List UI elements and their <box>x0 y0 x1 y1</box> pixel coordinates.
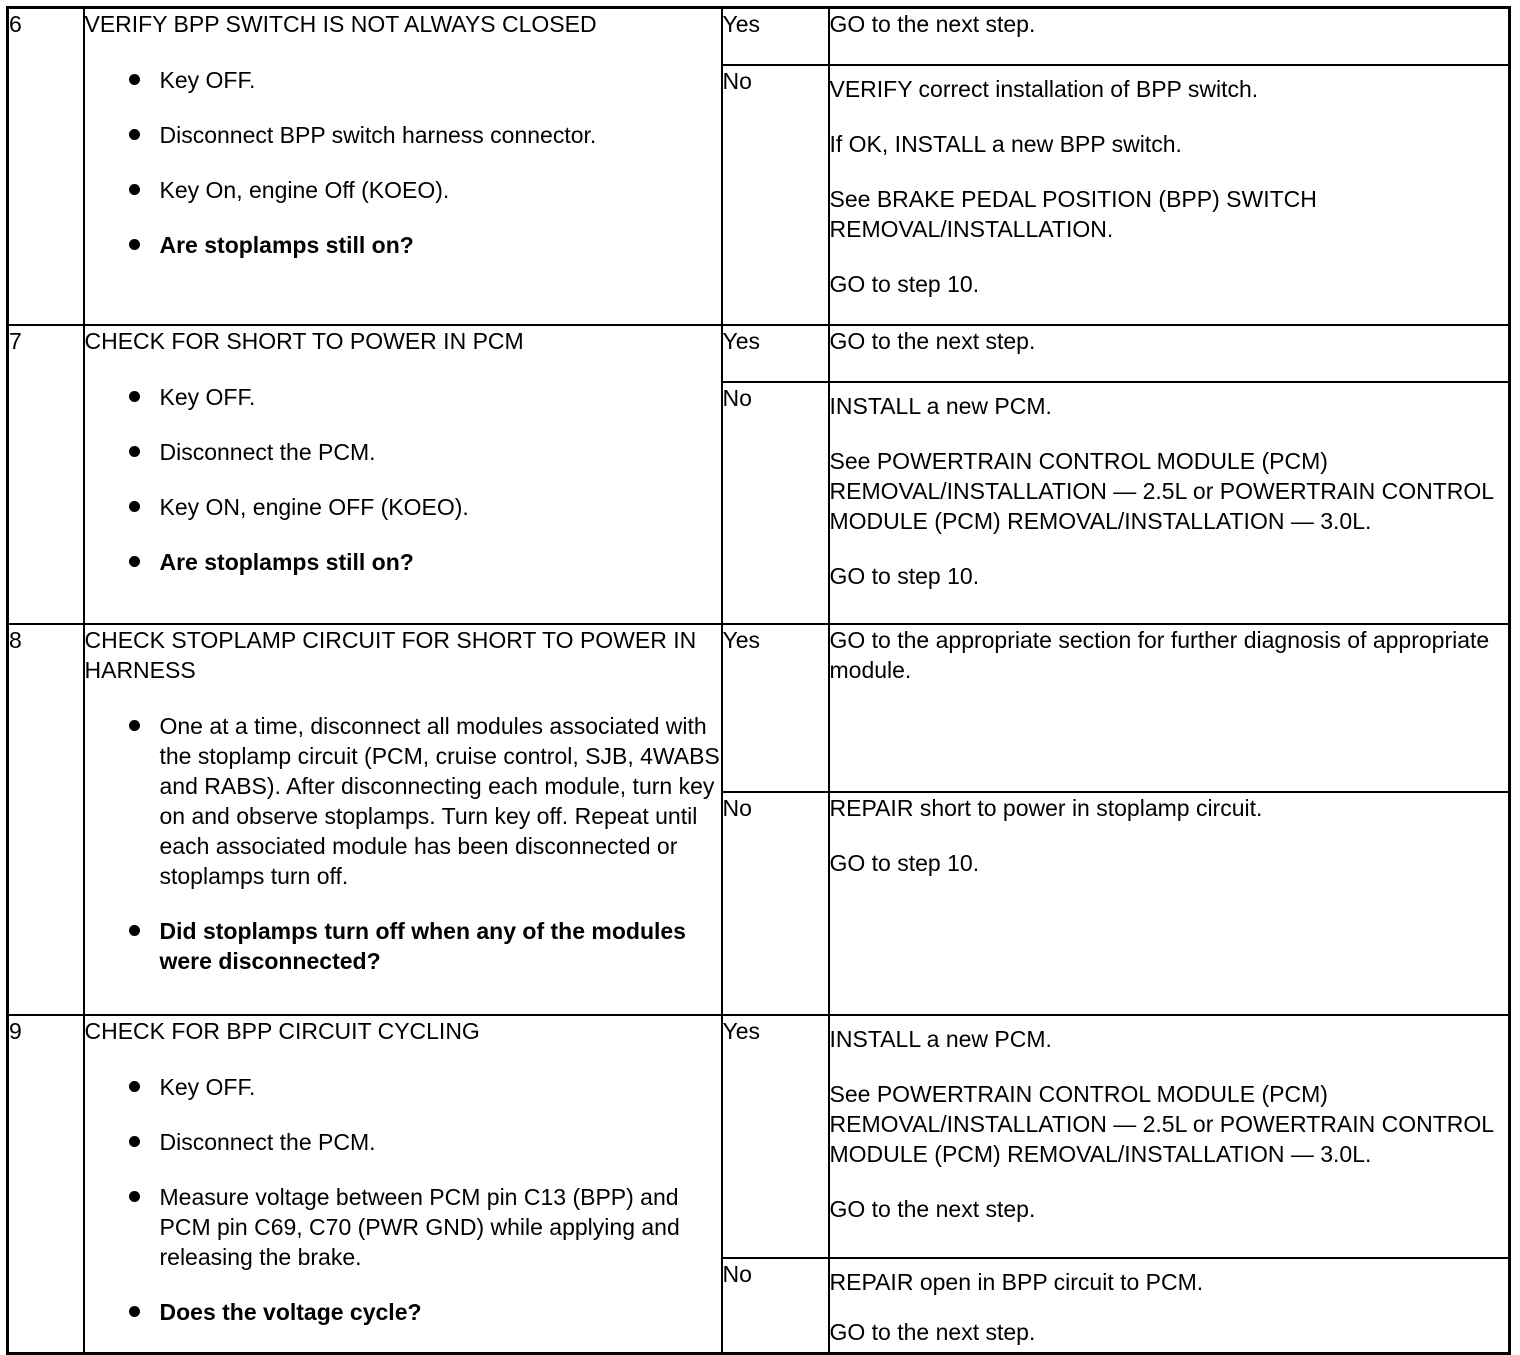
step-body <box>84 1015 722 1354</box>
action-no <box>829 1258 1510 1353</box>
answer-yes: Yes <box>722 325 829 382</box>
action-line: See POWERTRAIN CONTROL MODULE (PCM) REMOVAL/INSTALLATION — 2.5L or POWERTRAIN CONTROL MODULE (PCM) REMOVAL/INSTALLATION — 3.0L. <box>829 1081 1494 1167</box>
bullet-item: Measure voltage between PCM pin C13 (BPP) and PCM pin C69, C70 (PWR GND) while applying and releasing the brake. <box>160 1182 721 1272</box>
action-line: VERIFY correct installation of BPP switch. <box>829 76 1259 102</box>
answer-no: No <box>722 1258 829 1353</box>
action-line: GO to the next step. <box>829 11 1036 37</box>
action-line: INSTALL a new PCM. <box>829 393 1052 419</box>
action-line: GO to step 10. <box>829 563 980 589</box>
action-line: GO to the next step. <box>829 328 1036 354</box>
step-question: Are stoplamps still on? <box>160 230 721 260</box>
bullet-item: Key On, engine Off (KOEO). <box>160 175 721 205</box>
step-body <box>84 624 722 1015</box>
action-line: REPAIR open in BPP circuit to PCM. <box>829 1269 1204 1296</box>
step-number: 8 <box>8 624 84 1015</box>
step-bullets <box>85 65 721 260</box>
bullet-item: One at a time, disconnect all modules associated with the stoplamp circuit (PCM, cruise control, SJB, 4WABS and RABS). After disconnecting each module, turn key on and observe stoplamps. Turn key off. Repeat until each associated module has been disconnected or stoplamps turn off. <box>159 713 720 889</box>
step-question: Are stoplamps still on? <box>160 547 721 577</box>
step-question: Does the voltage cycle? <box>160 1297 721 1327</box>
action-line: GO to the next step. <box>829 1319 1036 1346</box>
action-line: See BRAKE PEDAL POSITION (BPP) SWITCH REMOVAL/INSTALLATION. <box>829 186 1317 242</box>
bullet-item: Disconnect the PCM. <box>160 437 721 467</box>
step-title: CHECK STOPLAMP CIRCUIT FOR SHORT TO POWER IN HARNESS <box>84 627 697 683</box>
step-bullets <box>85 1072 721 1327</box>
answer-yes: Yes <box>722 624 829 792</box>
step-number: 7 <box>8 325 84 624</box>
answer-no: No <box>722 382 829 624</box>
action-line: GO to step 10. <box>829 850 980 876</box>
action-yes <box>829 325 1510 382</box>
step-bullets <box>85 711 721 976</box>
step-number: 6 <box>8 8 84 326</box>
action-no <box>829 65 1510 325</box>
action-line: REPAIR short to power in stoplamp circuit. <box>829 795 1263 821</box>
action-yes <box>829 624 1510 792</box>
step-bullets <box>85 382 721 577</box>
action-line: GO to the next step. <box>829 1196 1036 1222</box>
bullet-item: Key ON, engine OFF (KOEO). <box>160 492 721 522</box>
action-line: See POWERTRAIN CONTROL MODULE (PCM) REMOVAL/INSTALLATION — 2.5L or POWERTRAIN CONTROL MODULE (PCM) REMOVAL/INSTALLATION — 3.0L. <box>829 448 1494 534</box>
action-line: GO to step 10. <box>829 271 980 297</box>
action-yes <box>829 8 1510 66</box>
step-title: CHECK FOR BPP CIRCUIT CYCLING <box>84 1018 480 1044</box>
bullet-item: Disconnect BPP switch harness connector. <box>160 120 721 150</box>
action-no <box>829 792 1510 1015</box>
bullet-item: Disconnect the PCM. <box>160 1127 721 1157</box>
answer-yes: Yes <box>722 8 829 66</box>
answer-no: No <box>722 65 829 325</box>
bullet-item: Key OFF. <box>160 65 721 95</box>
action-line: INSTALL a new PCM. <box>829 1026 1052 1052</box>
bullet-item: Key OFF. <box>160 1072 721 1102</box>
answer-yes: Yes <box>722 1015 829 1258</box>
action-line: GO to the appropriate section for further diagnosis of appropriate module. <box>829 627 1490 683</box>
action-no <box>829 382 1510 624</box>
action-yes <box>829 1015 1510 1258</box>
step-question: Did stoplamps turn off when any of the modules were disconnected? <box>160 916 721 976</box>
diagnostic-table <box>6 6 1511 1355</box>
bullet-item: Key OFF. <box>160 382 721 412</box>
step-title: CHECK FOR SHORT TO POWER IN PCM <box>84 328 524 354</box>
step-title: VERIFY BPP SWITCH IS NOT ALWAYS CLOSED <box>84 11 597 37</box>
step-body <box>84 325 722 624</box>
step-body <box>84 8 722 326</box>
answer-no: No <box>722 792 829 1015</box>
action-line: If OK, INSTALL a new BPP switch. <box>829 131 1182 157</box>
step-number: 9 <box>8 1015 84 1354</box>
